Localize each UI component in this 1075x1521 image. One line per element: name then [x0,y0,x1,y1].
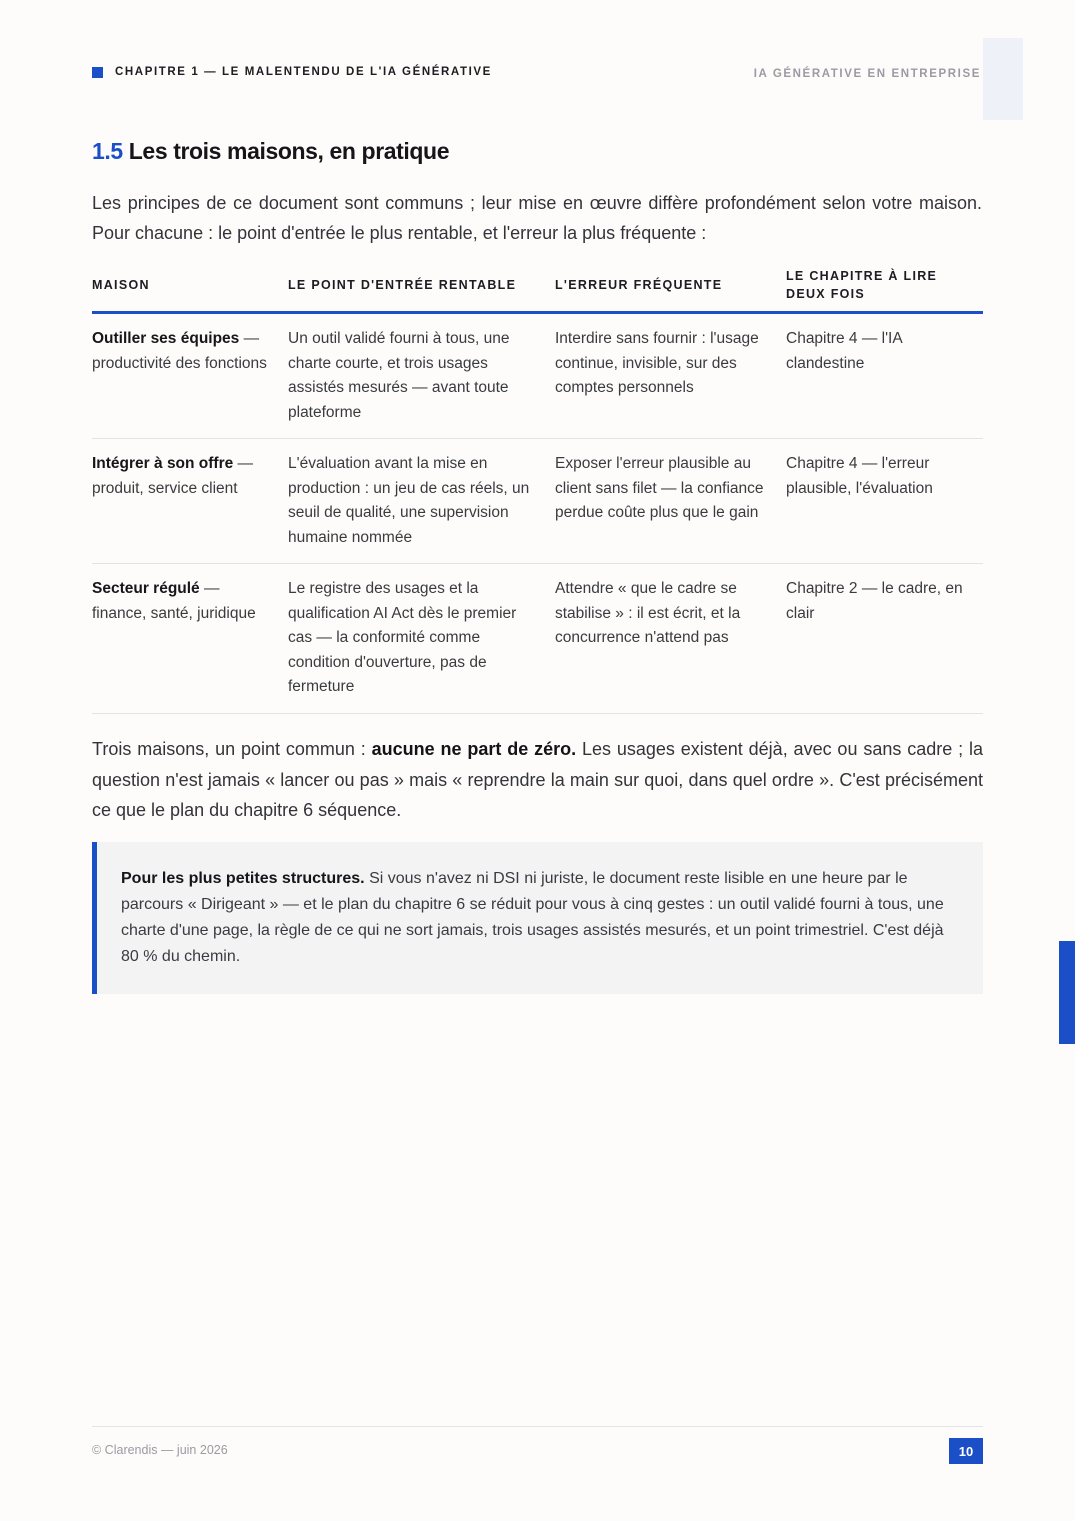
maison-description: — finance, santé, juridique [92,580,256,622]
chapter-label: CHAPITRE 1 — LE MALENTENDU DE L'IA GÉNÉRATIVE [115,66,492,78]
document-label: IA GÉNÉRATIVE EN ENTREPRISE [753,68,981,80]
section-number: 1.5 [92,138,123,164]
section-title-text: Les trois maisons, en pratique [128,138,450,164]
intro-paragraph: Les principes de ce document sont communs ; leur mise en œuvre diffère profondément selon votre maison. Pour chacune : le point d'entrée le plus rentable, et l'erreur la plus fréquente : [92,193,982,243]
page-number-badge: 10 [949,1438,983,1464]
conclusion-paragraph [92,734,983,826]
running-header-left [92,66,492,78]
conclusion-lead: Trois maisons, un point commun : [92,739,372,759]
small-structures-callout [92,842,983,994]
maison-name: Outiller ses équipes [92,330,240,347]
column-header-erreur: L'ERREUR FRÉQUENTE [555,277,723,292]
maison-name: Intégrer à son offre [92,455,234,472]
conclusion-rest: Les usages existent déjà, avec ou sans cadre ; la question n'est jamais « lancer ou pas » mais « reprendre la main sur quoi, dans quel ordre ». C'est précisément ce que le plan du chapitre 6 séquence. [92,739,983,820]
chapter-number-decoration [983,38,1023,120]
table-row [92,564,983,714]
table-header-row [92,258,983,314]
callout-heading: Pour les plus petites structures. [121,870,365,887]
cell-erreur: Attendre « que le cadre se stabilise » : il est écrit, et la concurrence n'attend pas [555,580,741,646]
cell-maison [92,452,288,501]
cell-chapitre: Chapitre 4 — l'erreur plausible, l'évaluation [786,455,933,497]
chapter-side-tab [1059,941,1075,1044]
maison-name: Secteur régulé [92,580,200,597]
cell-erreur: Interdire sans fournir : l'usage continue, invisible, sur des comptes personnels [555,330,759,396]
callout-text [121,866,953,970]
section-title [92,138,449,165]
houses-table [92,258,983,714]
maison-description: — productivité des fonctions [92,330,267,372]
cell-maison [92,327,288,376]
cell-maison [92,577,288,626]
cell-entree: L'évaluation avant la mise en production : un jeu de cas réels, un seuil de qualité, une supervision humaine nommée [288,455,530,546]
chapter-marker-square [92,67,103,78]
column-header-chapitre: LE CHAPITRE À LIRE DEUX FOIS [786,268,938,301]
footer-divider [92,1426,983,1427]
cell-entree: Le registre des usages et la qualification AI Act dès le premier cas — la conformité comme condition d'ouverture, pas de fermeture [288,580,517,695]
column-header-entree: LE POINT D'ENTRÉE RENTABLE [288,277,517,292]
callout-body: Si vous n'avez ni DSI ni juriste, le document reste lisible en une heure par le parcours « Dirigeant » — et le plan du chapitre 6 se réduit pour vous à cinq gestes : un outil validé fourni à tous, une charte d'une page, la règle de ce qui ne sort jamais, trois usages assistés mesurés, et un point trimestriel. C'est déjà 80 % du chemin. [121,870,944,965]
cell-erreur: Exposer l'erreur plausible au client sans filet — la confiance perdue coûte plus que le gain [555,455,764,521]
table-row [92,439,983,564]
maison-description: — produit, service client [92,455,254,497]
table-row [92,314,983,439]
footer-copyright: © Clarendis — juin 2026 [92,1443,228,1457]
conclusion-emphasis: aucune ne part de zéro. [371,739,577,759]
cell-chapitre: Chapitre 2 — le cadre, en clair [786,580,963,622]
column-header-maison: MAISON [92,277,150,292]
cell-entree: Un outil validé fourni à tous, une charte courte, et trois usages assistés mesurés — avant toute plateforme [288,330,510,421]
cell-chapitre: Chapitre 4 — l'IA clandestine [786,330,902,372]
